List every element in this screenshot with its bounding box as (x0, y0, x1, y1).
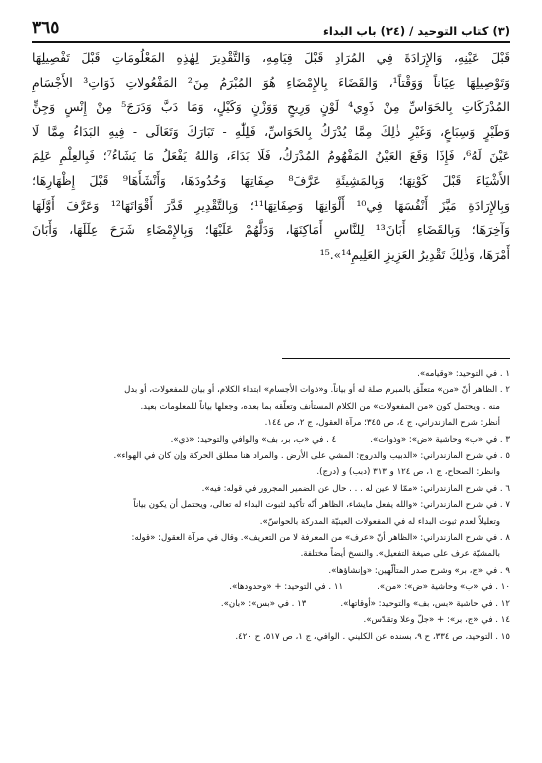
text-line: وَتَوْصِيلِهَا عِيَاناً وَوَقْتاً¹، وَالقَضَاءَ بِالإِمْضَاءِ هُوَ المُبْرَمُ مِنَ² المَفْعُولاتِ ذَوَاتِ³ الأَجْسَامِ (32, 74, 510, 90)
footnote-continuation: بالمشيّة عرف على صيغة التفعيل». والنسخ أيضاً مختلفة. (300, 549, 500, 560)
main-text (32, 46, 510, 267)
footnotes (32, 366, 510, 645)
footnote-divider (282, 358, 510, 359)
footnote: ١٣ . في «بس»: «بان». (220, 598, 307, 609)
footnote: ٩ . في «ج، بر» وشرح صدر المتألّهين: «وإنشاؤها». (328, 565, 510, 576)
footnote: ١ . في التوحيد: «وقيامه». (417, 369, 510, 379)
text-line: أَمْرَهَا، وَذٰلِكَ تَقْدِيرُ العَزِيزِ العَلِيمِ¹⁴».¹⁵ (319, 246, 510, 262)
footnote: ٣ . في «ب» وحاشية «ض»: «وذوات». (370, 434, 510, 445)
footnote: ٤ . في «ب، بر، بف» والوافي والتوحيد: «ذي». (170, 434, 337, 445)
page-number: ٣٦٥ (32, 18, 60, 38)
footnote: ١١ . في التوحيد: + «وحدودها». (229, 582, 344, 593)
footnote: ١٢ . في حاشية «بس، بف» والتوحيد: «أوقاتها». (340, 598, 510, 609)
footnote-continuation: منه . ويحتمل كون «من المفعولات» من الكلام المستأنف وتعلّقه بما بعده، وجعلها بياناً للمعلومات بعيد. (140, 401, 500, 412)
footnote: ١٠ . في «ب» وحاشية «ض»: «من». (377, 582, 510, 593)
text-line: وَآخِرَهَا؛ وَبِالقَضَاءِ أَبَانَ¹³ لِلنَّاسِ أَمَاكِنَهَا، وَدَلَّهُمْ عَلَيْهَا؛ وَبِالإِمْضَاءِ شَرَحَ عِلَلَهَا، وَأَبَانَ (32, 222, 510, 238)
text-line: وَبِالإِرَادَةِ مَيَّزَ أَنْفُسَهَا فِي¹⁰ أَلْوَانِهَا وَصِفَاتِهَا¹¹؛ وَبِالتَّقْدِيرِ قَدَّرَ أَقْوَاتَهَا¹² وَعَرَّفَ أَوَّلَهَا (32, 197, 510, 213)
text-line: المُدْرَكَاتِ بِالحَوَاسِّ مِنْ ذَوِي⁴ لَوْنٍ وَرِيحٍ وَوَزْنٍ وَكَيْلٍ، وَمَا دَبَّ وَدَرَجَ⁵ مِنْ إِنْسٍ وَجِنٍّ (32, 99, 510, 115)
text-line: قَبْلَ عَيْنِهِ، وَالإِرَادَةَ فِي المُرَادِ قَبْلَ قِيَامِهِ، وَالتَّقْدِيرَ لِهٰذِهِ المَعْلُومَاتِ قَبْلَ تَفْصِيلِهَا (32, 50, 510, 65)
footnote-continuation: أنظر: شرح المازندراني، ج ٤، ص ٣٤٥؛ مرآة العقول، ج ٢، ص ١٤٤. (264, 418, 500, 429)
footnote: ١٥ . التوحيد، ص ٣٣٤، ح ٩، بسنده عن الكليني . الوافي، ج ١، ص ٥١٧، ح ٤٢٠. (235, 631, 510, 642)
text-line: الأَشْيَاءَ قَبْلَ كَوْنِهَا؛ وَبِالمَشِيئَةِ عَرَّفَ⁸ صِفَاتِهَا وَحُدُودَهَا، وَأَنْشَأَهَا⁹ قَبْلَ إِظْهَارِهَا؛ (32, 172, 510, 188)
footnote-continuation: وانظر: الصحاح، ج ١، ص ١٢٤ و ٣١٣ (دبب) و (درج). (316, 467, 500, 478)
footnote: ١٤ . في «ج، بر»: + «جلّ وعلا وتقدّس». (363, 615, 510, 626)
footnote-row (32, 596, 510, 612)
footnote-row (32, 432, 510, 448)
text-line: عَيْنَ لَهُ⁶، فَإِذَا وَقَعَ العَيْنُ المَفْهُومُ المُدْرَكُ، فَلَا بَدَاءَ، وَاللهُ يَفْعَلُ مَا يَشَاءُ⁷؛ فَبِالعِلْمِ عَلِمَ (32, 148, 510, 164)
footnote: ٦ . في شرح المازندراني: «ممّا لا عين له . . . حال عن الضمير المجرور في قوله: فيه». (201, 483, 510, 494)
page-header (32, 12, 510, 43)
footnote-continuation: وتعليلاً لعدم ثبوت البداء له في المفعولات العينيّة المدركة بالحواسّ». (259, 516, 500, 527)
text-line: وَطَيْرٍ وَسِبَاعٍ، وَغَيْرِ ذٰلِكَ مِمَّا يُدْرَكُ بِالحَوَاسِّ، فَلِلّٰهِ - تَبَارَكَ وَتَعَالَى - فِيهِ البَدَاءُ مِمَّا لَا (32, 123, 510, 139)
footnote: ٧ . في شرح المازندراني: «والله يفعل مايشاء، الظاهر أنّه تأكيد لثبوت البداء له تعالى، ويحتمل أن يكون بياناً (133, 500, 510, 511)
footnote-row (32, 579, 510, 595)
footnote: ٨ . في شرح المازندراني: «الظاهر أنّ «عرف» من المعرفة لا من التعريف». وقال في مرآة العقول: «قوله: (131, 533, 510, 544)
footnote: ٥ . في شرح المازندراني: «الدبيب والدروج: المشي على الأرض . والمراد هنا مطلق الحركة وإن كان في الهواء». (113, 451, 510, 462)
running-title: (٣) كتاب التوحيد / (٢٤) باب البداء (323, 24, 510, 38)
footnote: ٢ . الظاهر أنّ «من» متعلّق بالمبرم صلة له أو بياناً. و«ذوات الأجسام» ابتداء الكلام، أو بيان للمفعولات، أو بدل (124, 385, 510, 396)
